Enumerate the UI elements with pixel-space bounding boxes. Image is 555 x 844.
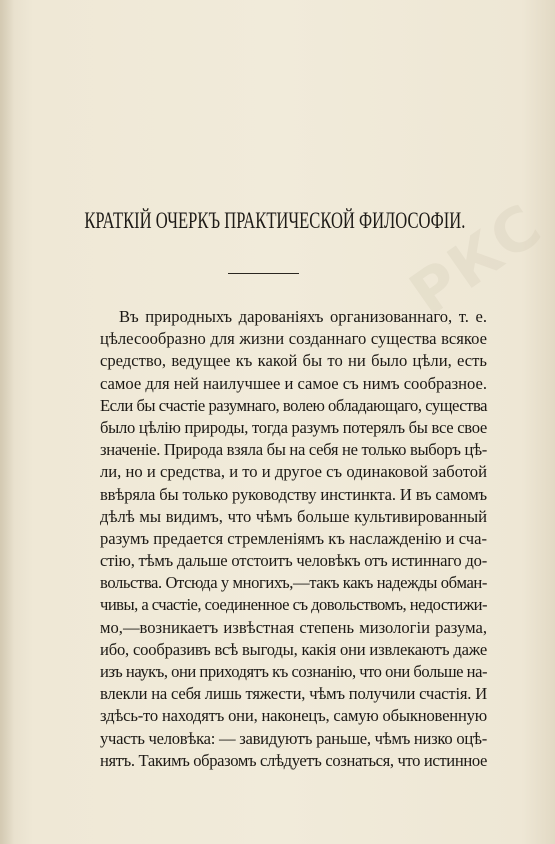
text-line: чивы, а счастіе, соединенное съ довольствомъ, недостижи- xyxy=(100,595,487,615)
page-gutter-shadow xyxy=(0,0,14,844)
text-line: средство, ведущее къ какой бы то ни было цѣли, есть xyxy=(100,351,487,371)
title-divider xyxy=(228,273,299,274)
text-line: изъ наукъ, они приходятъ къ сознанію, что они больше на- xyxy=(100,662,487,681)
text-line: здѣсь-то находятъ они, наконецъ, самую обыкновенную xyxy=(100,706,487,726)
text-line: нятъ. Такимъ образомъ слѣдуетъ сознаться, что истинное xyxy=(100,750,487,770)
text-line: участь человѣка: — завидуютъ раньше, чѣмъ низко оцѣ- xyxy=(100,728,487,748)
text-line: ли, но и средства, и то и другое съ одинаковой заботой xyxy=(100,462,487,482)
text-line: было цѣлію природы, тогда разумъ потерялъ бы все свое xyxy=(100,417,487,437)
text-line: цѣлесообразно для жизни созданнаго существа всякое xyxy=(100,329,487,349)
chapter-title: КРАТКІЙ ОЧЕРКЪ ПРАКТИЧЕСКОЙ ФИЛОСОФІИ. xyxy=(84,208,466,233)
text-line: самое для ней наилучшее и самое съ нимъ сообразное. xyxy=(100,373,487,393)
text-line: влекли на себя лишь тяжести, чѣмъ получили счастія. И xyxy=(100,684,487,704)
text-line: мо,—возникаетъ извѣстная степень мизологіи разума, xyxy=(100,617,487,637)
text-line: ибо, сообразивъ всѣ выгоды, какія они извлекаютъ даже xyxy=(100,639,487,659)
text-line: Если бы счастіе разумнаго, волею обладающаго, существа xyxy=(100,395,487,415)
text-line: вольства. Отсюда у многихъ,—такъ какъ надежды обман- xyxy=(100,573,487,593)
watermark: РКС xyxy=(397,190,555,330)
text-line: ввѣряла бы только руководству инстинкта. И въ самомъ xyxy=(100,484,487,504)
text-line: дѣлѣ мы видимъ, что чѣмъ больше культивированный xyxy=(100,506,487,526)
text-line: разумъ предается стремленіямъ къ наслажденію и сча- xyxy=(100,528,487,548)
text-line: стію, тѣмъ дальше отстоитъ человѣкъ отъ истиннаго до- xyxy=(100,551,487,571)
body-paragraph xyxy=(100,306,487,772)
text-line: Въ природныхъ дарованіяхъ организованнаго, т. е. xyxy=(119,307,487,326)
text-line: значеніе. Природа взяла бы на себя не только выборъ цѣ- xyxy=(100,440,487,460)
